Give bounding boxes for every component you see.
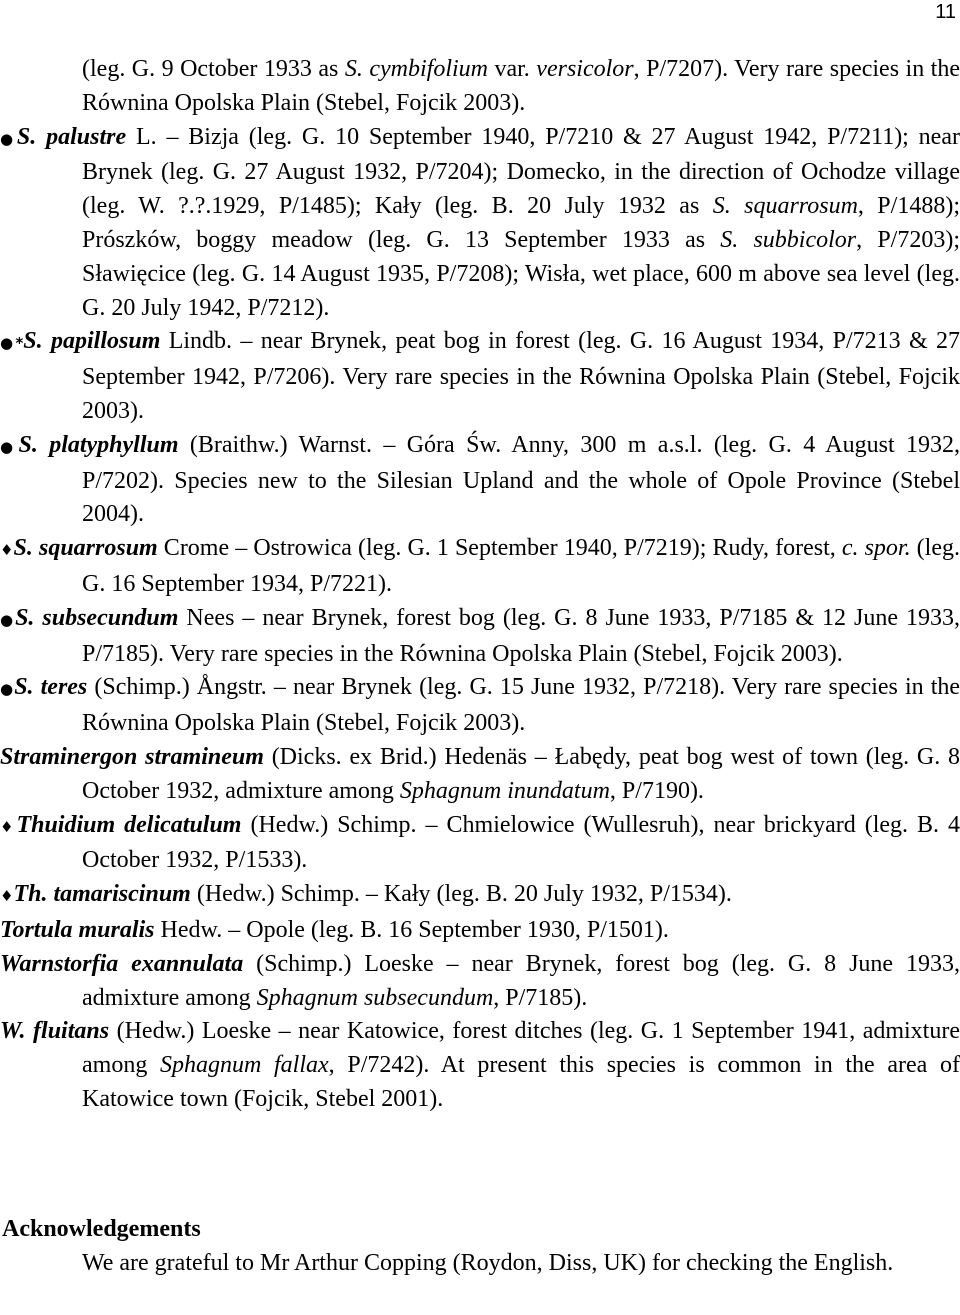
taxon-name: S. teres — [14, 674, 88, 701]
entry-marker-icon: ● — [0, 129, 17, 148]
entry-text: , P/7185). — [493, 984, 588, 1011]
italic-text: S. squarrosum — [712, 193, 858, 220]
entry-text: Nees – near Brynek, forest bog (leg. G. 8 June 1933, P/7185 & 12 June 1933, P/7185). Very rare species in the Równina Opolska Plain (Stebel, Fojcik 2003). — [82, 604, 960, 667]
species-list — [0, 53, 960, 1117]
entry-marker-icon: ● — [0, 610, 16, 629]
entry-marker-icon: ♦ — [0, 541, 14, 560]
entry-marker-icon: ♦ — [0, 887, 14, 906]
entry-marker-icon: ● — [0, 680, 15, 699]
taxon-name: Th. tamariscinum — [13, 881, 191, 908]
entry-text: , P/7203); Sławięcice (leg. G. 14 August 1935, P/7208); Wisła, wet place, 600 m above sea level (leg. G. 20 July 1942, P/7212). — [82, 226, 960, 321]
entry-text: (Schimp.) Loeske – near Brynek, forest bog (leg. G. 8 June 1933, admixture among — [82, 950, 960, 1011]
taxon-name: S. platyphyllum — [18, 431, 179, 458]
entry-text: (Dicks. ex Brid.) Hedenäs – Łabędy, peat bog west of town (leg. G. 8 October 1932, admixture among — [82, 743, 960, 804]
entry-text: (Hedw.) Loeske – near Katowice, forest ditches (leg. G. 1 September 1941, admixture among — [82, 1018, 960, 1079]
species-entry — [0, 532, 960, 602]
italic-text: Sphagnum inundatum — [399, 777, 610, 804]
species-entry — [0, 878, 960, 914]
entry-marker-icon: ●* — [0, 334, 24, 353]
taxon-name: S. squarrosum — [13, 535, 158, 562]
species-entry — [0, 1015, 960, 1116]
species-entry — [0, 53, 960, 121]
entry-text: , P/7190). — [609, 777, 704, 804]
taxon-name: Straminergon stramineum — [0, 743, 264, 770]
entry-text: (Schimp.) Ångstr. – near Brynek (leg. G. 15 June 1932, P/7218). Very rare species in the Równina Opolska Plain (Stebel, Fojcik 2003). — [82, 674, 960, 737]
species-entry — [0, 671, 960, 741]
entry-marker-icon: ♦ — [0, 817, 17, 836]
species-entry — [0, 948, 960, 1016]
taxon-name: W. fluitans — [0, 1018, 110, 1045]
entry-text: Hedw. – Opole (leg. B. 16 September 1930, P/1501). — [154, 916, 669, 943]
entry-marker-icon: ● — [0, 437, 19, 456]
entry-text: (Hedw.) Schimp. – Chmielowice (Wullesruh), near brickyard (leg. B. 4 October 1932, P/1533). — [82, 811, 960, 874]
entry-text: Lindb. – near Brynek, peat bog in forest (leg. G. 16 August 1934, P/7213 & 27 September 1942, P/7206). Very rare species in the Równina Opolska Plain (Stebel, Fojcik 2003). — [82, 328, 960, 424]
taxon-name: S. subsecundum — [15, 604, 179, 631]
species-entry — [0, 741, 960, 809]
italic-text: Sphagnum subsecundum — [256, 984, 494, 1011]
entry-text: (leg. G. 9 October 1933 as — [82, 56, 345, 82]
taxon-name: Thuidium delicatulum — [16, 811, 242, 838]
entry-text: var. — [488, 56, 537, 82]
species-entry — [0, 914, 960, 948]
entry-text: (Hedw.) Schimp. – Kały (leg. B. 20 July 1932, P/1534). — [190, 881, 732, 908]
entry-text: L. – Bizja (leg. G. 10 September 1940, P/7210 & 27 August 1942, P/7211); near Brynek (leg. G. 27 August 1932, P/7204); Domecko, in the direction of Ochodze village (leg. W. ?.?.1929, P/1485); Kały (leg. B. 20 July 1932 as — [82, 123, 960, 220]
entry-text: , P/7242). At present this species is common in the area of Katowice town (Fojcik, Stebel 2001). — [82, 1052, 960, 1112]
italic-text: S. cymbifolium — [344, 56, 488, 82]
taxon-name: Warnstorfia exannulata — [0, 950, 244, 977]
italic-text: S. subbicolor — [720, 226, 857, 253]
species-entry — [0, 602, 960, 672]
species-entry — [0, 325, 960, 428]
page-number: 11 — [935, 1, 956, 23]
taxon-name: Tortula muralis — [0, 916, 155, 943]
entry-text: (leg. G. 16 September 1934, P/7221). — [82, 535, 960, 597]
acknowledgements-heading: Acknowledgements — [2, 1216, 201, 1242]
species-entry — [0, 121, 960, 326]
italic-text: versicolor — [536, 56, 634, 82]
entry-text: , P/1488); Prószków, boggy meadow (leg. G. 13 September 1933 as — [82, 193, 960, 253]
taxon-name: S. palustre — [16, 123, 127, 150]
entry-text: , P/7207). Very rare species in the Równina Opolska Plain (Stebel, Fojcik 2003). — [82, 56, 960, 116]
italic-text: Sphagnum fallax — [160, 1052, 329, 1079]
species-entry — [0, 809, 960, 879]
entry-text: Crome – Ostrowica (leg. G. 1 September 1940, P/7219); Rudy, forest, — [157, 535, 842, 562]
entry-text: (Braithw.) Warnst. – Góra Św. Anny, 300 m a.s.l. (leg. G. 4 August 1932, P/7202). Species new to the Silesian Upland and the whole of Opole Province (Stebel 2004). — [82, 431, 960, 528]
acknowledgements-text: We are grateful to Mr Arthur Copping (Roydon, Diss, UK) for checking the English. — [82, 1250, 894, 1276]
species-entry — [0, 429, 960, 532]
italic-text: c. spor. — [841, 535, 911, 562]
taxon-name: S. papillosum — [23, 328, 161, 355]
